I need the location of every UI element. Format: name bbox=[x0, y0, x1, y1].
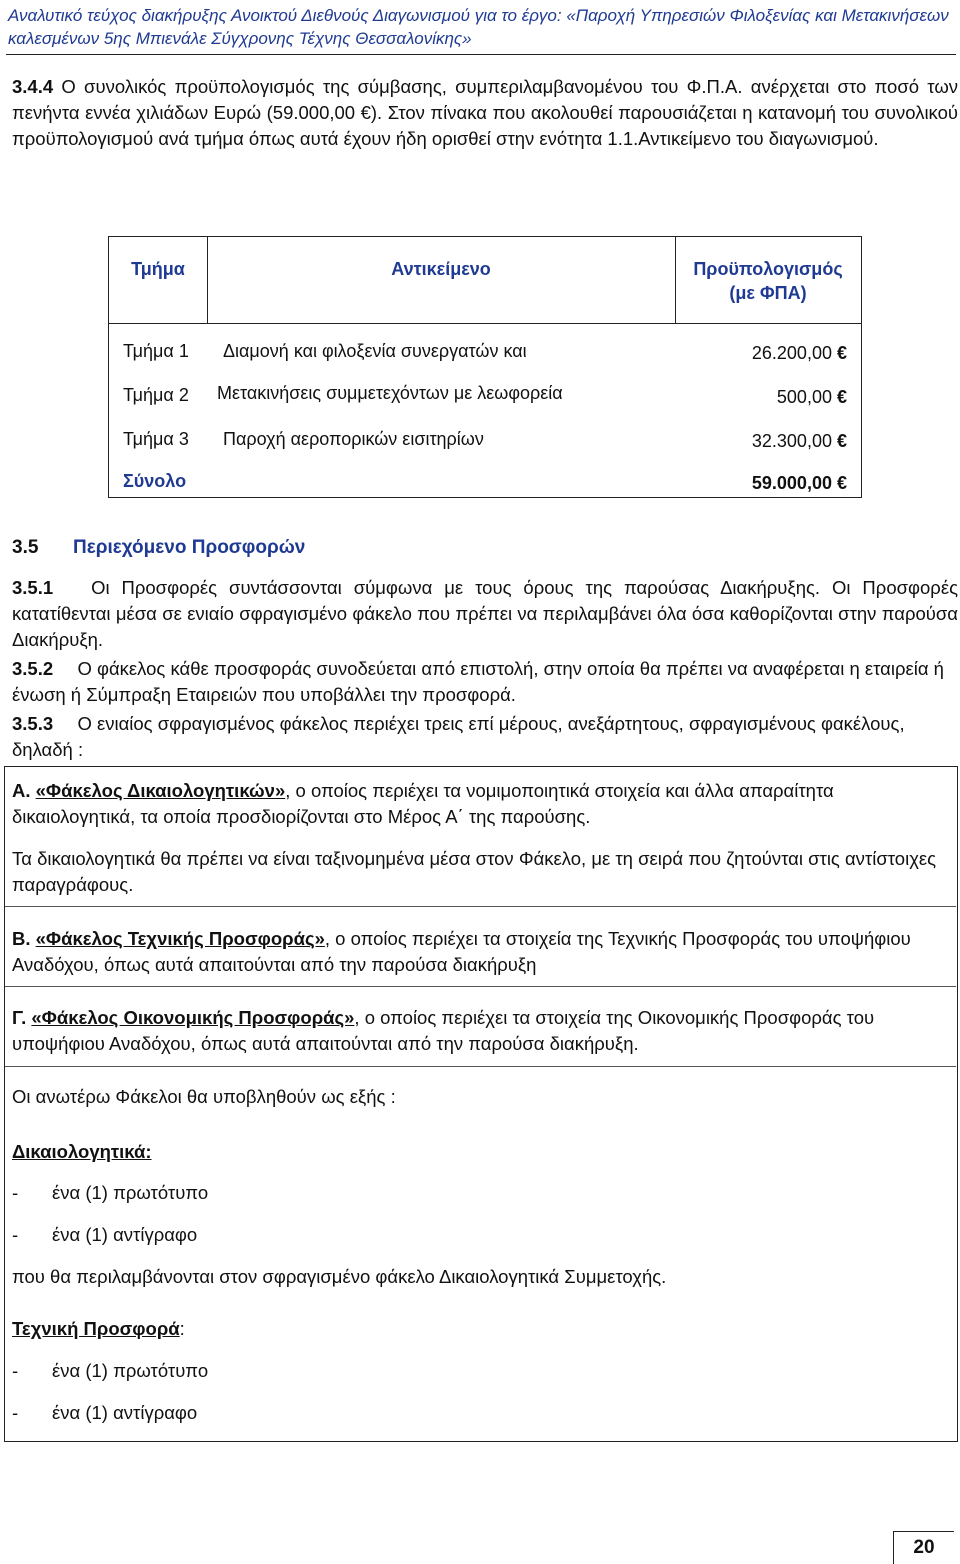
dash-bullet: - bbox=[12, 1182, 19, 1203]
table-header-budget bbox=[675, 257, 861, 305]
envelope-a-note: Τα δικαιολογητικά θα πρέπει να είναι ταξινομημένα μέσα στον Φάκελο, με τη σειρά που ζητούνται στις αντίστοιχες παραγράφους. bbox=[12, 848, 937, 895]
list-item-text: ένα (1) αντίγραφο bbox=[52, 1224, 198, 1245]
dash-bullet: - bbox=[12, 1402, 19, 1423]
table-row-amount bbox=[675, 429, 847, 453]
submission-intro: Οι ανωτέρω Φάκελοι θα υποβληθούν ως εξής : bbox=[12, 1086, 396, 1107]
euro-icon: € bbox=[836, 431, 847, 451]
box-divider bbox=[5, 986, 956, 987]
euro-icon: € bbox=[836, 473, 847, 493]
table-row-amount bbox=[675, 385, 847, 409]
amount-value: 26.200,00 bbox=[751, 343, 832, 363]
envelope-letter: Β. bbox=[12, 928, 31, 949]
paragraph-text: Ο συνολικός προϋπολογισμός της σύμβασης, συμπεριλαμβανομένου του Φ.Π.Α. ανέρχεται στο ποσό των πενήντα εννέα χιλιάδων Ευρώ (59.000,00 €). Στον πίνακα που ακολουθεί παρουσιάζεται η κατανομή του συνολικού προϋπολογισμού ανά τμήμα όπως αυτά έχουν ήδη ορισθεί στην ενότητα 1.1.Αντικείμενο του διαγωνισμού. bbox=[12, 76, 959, 149]
paragraph-text: Ο φάκελος κάθε προσφοράς συνοδεύεται από επιστολή, στην οποία θα πρέπει να αναφέρεται η εταιρεία ή ένωση ή Σύμπραξη Εταιρειών που υποβάλλει την προσφορά. bbox=[12, 658, 944, 705]
table-total-amount bbox=[675, 471, 847, 495]
paragraph-text: Οι Προσφορές συντάσσονται σύμφωνα με τους όρους της παρούσας Διακήρυξης. Οι Προσφορές κατατίθενται μέσα σε ενιαίο σφραγισμένο φάκελο που πρέπει να περιλαμβάνει όλα όσα καθορίζονται στην παρούσα Διακήρυξη. bbox=[12, 577, 958, 650]
table-divider bbox=[109, 323, 861, 324]
dash-bullet: - bbox=[12, 1360, 19, 1381]
table-header-budget-line1: Προϋπολογισμός bbox=[693, 259, 843, 279]
euro-icon: € bbox=[836, 387, 847, 407]
supporting-note: που θα περιλαμβάνονται στον σφραγισμένο φάκελο Δικαιολογητικά Συμμετοχής. bbox=[12, 1266, 667, 1287]
table-row-amount bbox=[675, 341, 847, 365]
table-row-part: Τμήμα 1 bbox=[123, 341, 189, 361]
supporting-title: Δικαιολογητικά: bbox=[12, 1141, 152, 1162]
paragraph-number: 3.5.1 bbox=[12, 577, 54, 598]
header-line-2: καλεσμένων 5ης Μπιενάλε Σύγχρονης Τέχνης Θεσσαλονίκης» bbox=[8, 29, 472, 48]
paragraph-3-5-2 bbox=[12, 656, 958, 708]
list-item bbox=[12, 1400, 197, 1426]
envelope-name: «Φάκελος Δικαιολογητικών» bbox=[35, 780, 286, 801]
paragraph-3-4-4 bbox=[12, 74, 958, 152]
box-divider bbox=[5, 906, 956, 907]
list-item-text: ένα (1) πρωτότυπο bbox=[52, 1360, 209, 1381]
envelope-a bbox=[12, 778, 958, 830]
envelope-text: , ο οποίος περιέχει τα στοιχεία της Τεχνικής Προσφοράς του υποψήφιου Αναδόχου, όπως αυτά απαιτούνται από την παρούσα διακήρυξη bbox=[12, 928, 911, 975]
list-item-text: ένα (1) αντίγραφο bbox=[52, 1402, 198, 1423]
table-header-subject: Αντικείμενο bbox=[391, 259, 491, 279]
technical-title bbox=[12, 1316, 958, 1342]
box-divider bbox=[5, 1066, 956, 1067]
budget-table bbox=[108, 236, 862, 498]
table-row-subject: Διαμονή και φιλοξενία συνεργατών και bbox=[223, 341, 527, 361]
paragraph-number: 3.4.4 bbox=[12, 76, 54, 97]
technical-title-colon: : bbox=[179, 1318, 185, 1339]
table-row-part: Τμήμα 2 bbox=[123, 385, 189, 405]
list-item-text: ένα (1) πρωτότυπο bbox=[52, 1182, 209, 1203]
section-title: Περιεχόμενο Προσφορών bbox=[72, 537, 306, 558]
paragraph-3-5-1 bbox=[12, 575, 958, 653]
technical-title-text: Τεχνική Προσφορά bbox=[12, 1318, 180, 1339]
table-header-budget-line2: (με ΦΠΑ) bbox=[729, 283, 807, 303]
envelope-text: , ο οποίος περιέχει τα στοιχεία της Οικονομικής Προσφοράς του υποψήφιου Αναδόχου, όπως αυτά απαιτούνται από την παρούσα διακήρυξη. bbox=[12, 1007, 875, 1054]
section-heading-3-5 bbox=[12, 535, 958, 561]
envelope-name: «Φάκελος Οικονομικής Προσφοράς» bbox=[31, 1007, 355, 1028]
paragraph-number: 3.5.3 bbox=[12, 713, 54, 734]
table-total-label: Σύνολο bbox=[123, 471, 187, 491]
envelope-letter: Α. bbox=[12, 780, 31, 801]
paragraph-number: 3.5.2 bbox=[12, 658, 54, 679]
envelope-letter: Γ. bbox=[12, 1007, 27, 1028]
header-divider bbox=[6, 54, 956, 55]
page-number: 20 bbox=[893, 1531, 954, 1564]
envelope-b bbox=[12, 926, 958, 978]
envelope-name: «Φάκελος Τεχνικής Προσφοράς» bbox=[35, 928, 325, 949]
amount-value: 500,00 bbox=[776, 387, 832, 407]
envelope-c bbox=[12, 1005, 958, 1057]
document-header bbox=[8, 4, 954, 50]
table-row-part: Τμήμα 3 bbox=[123, 429, 189, 449]
table-row-subject: Παροχή αεροπορικών εισιτηρίων bbox=[223, 429, 484, 449]
amount-value: 32.300,00 bbox=[751, 431, 832, 451]
section-number: 3.5 bbox=[12, 537, 39, 558]
list-item bbox=[12, 1222, 197, 1248]
paragraph-3-5-3 bbox=[12, 711, 958, 763]
amount-value: 59.000,00 bbox=[751, 473, 832, 493]
envelope-text: , ο οποίος περιέχει τα νομιμοποιητικά στοιχεία και άλλα απαραίτητα δικαιολογητικά, τα οποία προσδιορίζονται στο Μέρος Α΄ της παρούσης. bbox=[12, 780, 834, 827]
table-header-part: Τμήμα bbox=[131, 259, 185, 279]
paragraph-text: Ο ενιαίος σφραγισμένος φάκελος περιέχει τρεις επί μέρους, ανεξάρτητους, σφραγισμένους φακέλους, δηλαδή : bbox=[12, 713, 905, 760]
euro-icon: € bbox=[836, 343, 847, 363]
header-line-1: Αναλυτικό τεύχος διακήρυξης Ανοικτού Διεθνούς Διαγωνισμού για το έργο: «Παροχή Υπηρεσιών Φιλοξενίας και Μετακινήσεων bbox=[8, 6, 949, 25]
table-row-subject: Μετακινήσεις συμμετεχόντων με λεωφορεία bbox=[217, 383, 563, 403]
list-item bbox=[12, 1358, 208, 1384]
dash-bullet: - bbox=[12, 1224, 19, 1245]
list-item bbox=[12, 1180, 208, 1206]
